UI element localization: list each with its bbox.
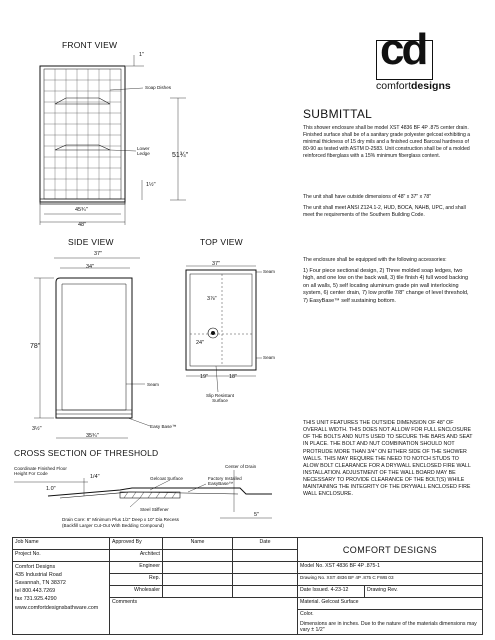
- front-view-title: FRONT VIEW: [62, 40, 118, 50]
- wholesaler-cell: Wholesaler: [110, 586, 163, 598]
- front-inner-width-dim: 45¾": [75, 207, 88, 213]
- drawing-rev-cell: Drawing Rev.: [365, 586, 483, 598]
- front-height-dim: 51¾": [172, 152, 189, 159]
- architect-name-cell: [163, 550, 233, 562]
- side-top-outer-dim: 37": [94, 251, 103, 257]
- logo-wordmark: [376, 80, 451, 92]
- architect-date-cell: [233, 550, 298, 562]
- side-top-inner-dim: 34": [86, 264, 95, 270]
- comments-cell: Comments: [110, 598, 298, 635]
- architect-cell: Architect: [110, 550, 163, 562]
- side-view-title: SIDE VIEW: [68, 237, 114, 247]
- submittal-title: SUBMITTAL: [303, 107, 373, 121]
- color-note-cell: [298, 610, 483, 635]
- side-bottom-offset-dim: 3½": [32, 426, 42, 432]
- top-seam1-label: Seam: [263, 269, 276, 274]
- model-no-cell: Model No. XST 4836 BF 4P .875-1: [298, 562, 483, 574]
- submittal-paragraph-5: 1) Four piece sectional design, 2) Three molded soap ledges, two high, and one low on the back wall, 3) tile finish 4) full wood backing on all walls, 5) self locating aluminum grade pin wall interlocking system, 6) center drain, 7) low profile 7/8" change of level threshold, 7) EasyBase™ self sustaining bottom.: [303, 268, 469, 304]
- wholesaler-date-cell: [233, 586, 298, 598]
- coordinate-floor-label: Coordinate Finished Floor Height For Code: [14, 466, 67, 477]
- engineer-date-cell: [233, 562, 298, 574]
- side-bottom-depth-dim: 35¾": [86, 433, 99, 439]
- steel-stiffener-label: Steel Stiffener: [140, 507, 169, 512]
- address-line-3: Savannah, TN 38372: [15, 580, 66, 587]
- center-drain-label: Center of Drain: [225, 464, 257, 469]
- date-issued-cell: Date Issued. 4-23-12: [298, 586, 365, 598]
- company-title-cell: COMFORT DESIGNS: [298, 538, 483, 562]
- top-view-title: TOP VIEW: [200, 237, 243, 247]
- backfill-label: (Backfill Larger Cut-Out With Bedding Compound): [62, 523, 164, 528]
- color-label: Color.: [300, 611, 314, 617]
- front-outer-width-dim: 48": [78, 222, 87, 228]
- wholesaler-name-cell: [163, 586, 233, 598]
- five-inch-dim: 5": [254, 512, 260, 518]
- rep-cell: Rep.: [110, 574, 163, 586]
- factory-easybase-label: Factory Installed EasyBase™: [208, 476, 242, 487]
- logo-mark: cd: [380, 25, 426, 74]
- front-bottom-gap-dim: 1½": [146, 182, 156, 188]
- engineer-name-cell: [163, 562, 233, 574]
- submittal-paragraph-3: The unit shall meet ANSI Z124.1-2, HUD, BOCA, NAHB, UPC, and shall meet the requirements of the Southern Building Code.: [303, 205, 466, 218]
- job-name-cell: Job Name: [13, 538, 110, 550]
- top-drain-x2-dim: 18": [229, 374, 238, 380]
- rep-name-cell: [163, 574, 233, 586]
- address-line-4: tel 800.443.7269: [15, 588, 56, 595]
- rep-date-cell: [233, 574, 298, 586]
- side-height-dim: 78": [30, 343, 41, 350]
- soap-dishes-label: Soap Dishes: [145, 85, 172, 90]
- name-header-cell: Name: [163, 538, 233, 550]
- title-block: [12, 537, 483, 635]
- drawing-no-cell: Drawing No. XST 4836 BF 4P .875 C FWB 03: [298, 574, 483, 586]
- lower-ledge-label: Lower Ledge: [137, 146, 150, 157]
- approved-by-cell: Approved By: [110, 538, 163, 550]
- top-outer-dim: 37": [212, 261, 221, 267]
- top-gap-dim: 3⅞": [207, 296, 217, 302]
- quarter-inch-dim: 1/4": [90, 474, 100, 480]
- material-cell: Material. Gelcoat Surface: [298, 598, 483, 610]
- front-top-gap-dim: 1": [139, 52, 145, 58]
- address-cell: [13, 562, 110, 635]
- gelcoat-surface-label: Gelcoat Surface: [150, 476, 183, 481]
- dimensions-note: Dimensions are in inches. Due to the nature of the materials dimensions may vary ± 1/2": [300, 621, 477, 633]
- slip-resistant-label: Slip Resistant Surface: [206, 393, 235, 404]
- logo-word-light: comfort: [376, 80, 412, 92]
- address-line-6: www.comfortdesignsbathware.com: [15, 604, 99, 611]
- submittal-paragraph-1: This shower enclosure shall be model XST 4836 BF 4P .875 center drain. Finished surface shall be of a sanitary grade polyester gelcoat exhibiting a minimal thickness of 15 dry mils and a finished cured Barcoal hardness of 80-90 as tested with ASTM D-2583. Unit construction shall be of a molded reinforced fiberglass with a 15% minimum fiberglass content.: [303, 125, 471, 159]
- top-depth-dim: 24": [196, 340, 205, 346]
- top-seam2-label: Seam: [263, 355, 276, 360]
- drain-core-label: Drain Core: 6" Minimum Plus 1/2" Deep x 10" Dia Recess: [62, 517, 179, 522]
- date-header-cell: Date: [233, 538, 298, 550]
- top-drain-x1-dim: 19": [200, 374, 209, 380]
- submittal-paragraph-2: The unit shall have outside dimensions of 48" x 37" x 78": [303, 194, 432, 200]
- one-inch-dim: 1.0": [46, 486, 56, 492]
- address-line-5: fax 731.925.4290: [15, 596, 57, 603]
- project-no-cell: Project No.: [13, 550, 110, 562]
- side-seam-label: Seam: [147, 382, 160, 387]
- address-line-1: Comfort Designs: [15, 564, 56, 570]
- logo-word-bold: designs: [411, 80, 451, 92]
- engineer-cell: Engineer: [110, 562, 163, 574]
- threshold-title: CROSS SECTION OF THRESHOLD: [14, 448, 159, 458]
- submittal-paragraph-4: The enclosure shall be equipped with the following accessories:: [303, 257, 447, 263]
- submittal-paragraph-6: THIS UNIT FEATURES THE OUTSIDE DIMENSION OF 48" OF OVERALL WIDTH. THIS DOES NOT ALLOW FOR FULL ENCLOSURE OF THE BOLTS AND NUTS USED TO SECURE THE BARS AND SEAT IN PLACE. THE BOLT AND NUT COMBINATION SHOULD NOT PROTRUDE MORE THAN 3/4" ON EITHER SIDE OF THE SHOWER WALLS. THIS MAY REQUIRE THE NEED TO NOTCH STUDS TO ALOW BOLT CLEARANCE FOR A DRYWALL ENCLOSED FIRE WALL INSTALLATION. ADJUSTMENT OF THE WALL BOARD MAY BE NECESSARY TO PROVIDE CLEARANCE OF THE BOLT(S) WHILE MAINTAINING THE INTEGRITY OF THE DRYWALL ENCLOSED FIRE WALL ENCLOSURE.: [303, 420, 473, 498]
- side-easybase-label: Easy Base™: [150, 424, 177, 429]
- address-line-2: 435 Industrial Road: [15, 572, 62, 579]
